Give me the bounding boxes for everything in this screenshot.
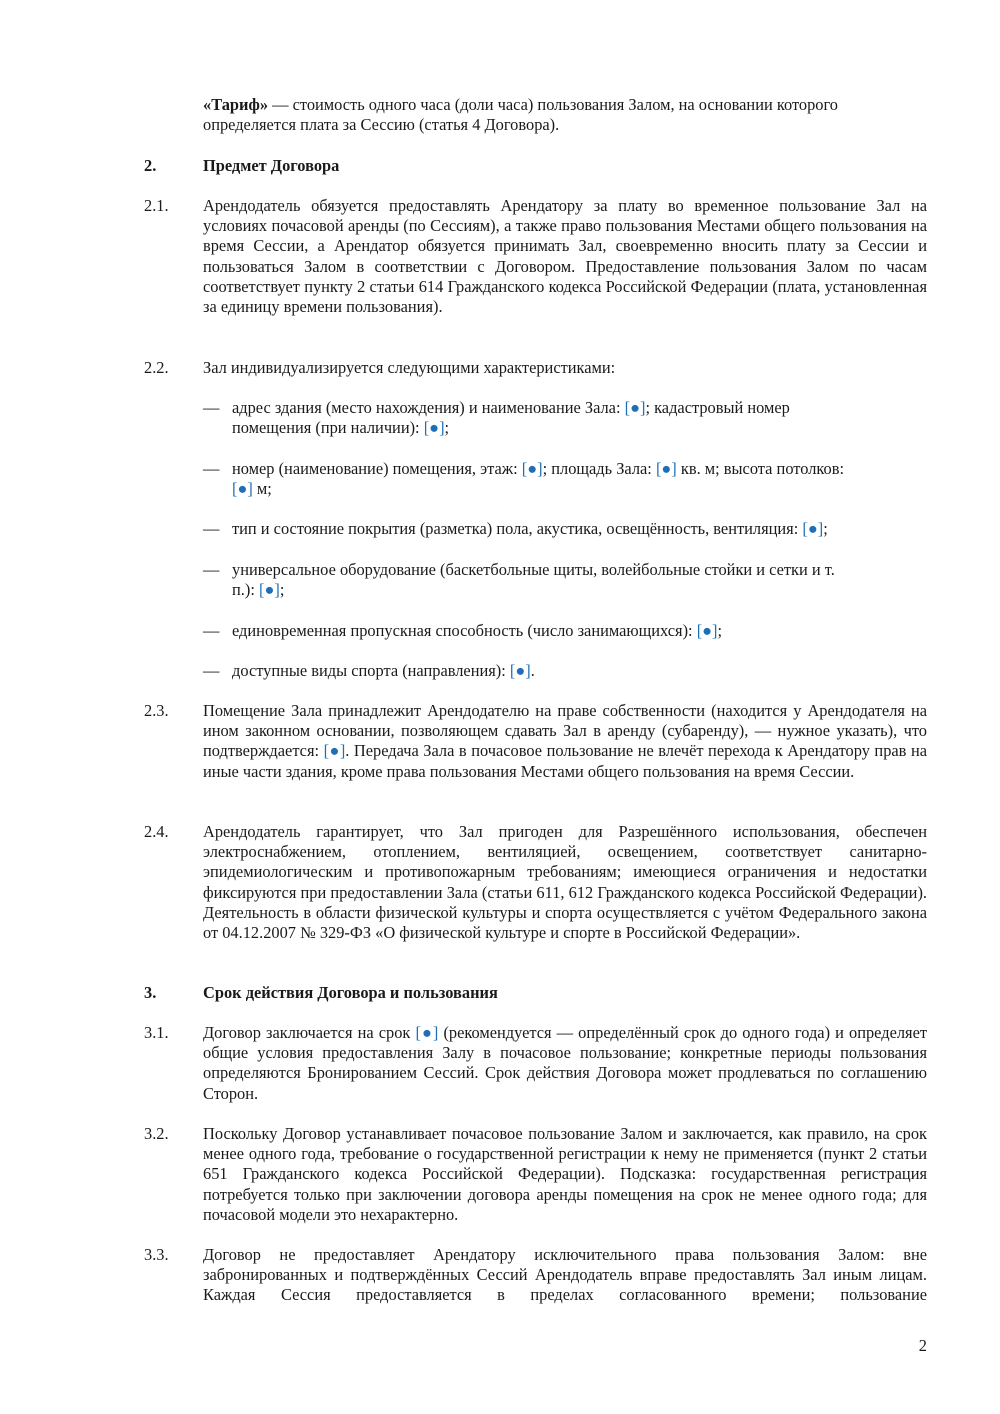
placeholder-marker: [●] <box>415 1023 439 1042</box>
placeholder-marker: [●] <box>696 621 718 640</box>
clause-2-2-number: 2.2. <box>144 358 169 377</box>
bullet-text: м; <box>252 479 272 499</box>
clause-3-3-text: Договор не предоставляет Арендатору исключительного права пользования Залом: вне забронированных и подтверждённых Сессий Арендодатель вправе предоставлять Зал иным лицам. Каждая Сессия предоставляется в пределах согласованного времени; пользование <box>203 1245 927 1305</box>
dash-bullet: — <box>203 621 220 640</box>
bullet-text: ; <box>717 621 723 640</box>
clause-2-4-number: 2.4. <box>144 822 169 841</box>
bullet-text: универсальное оборудование (баскетбольные щиты, волейбольные стойки и сетки и т. <box>232 560 835 579</box>
section-2-title: Предмет Договора <box>203 156 340 175</box>
bullet-sports <box>232 661 927 681</box>
bullet-text: ; <box>279 580 285 600</box>
clause-2-2-text: Зал индивидуализируется следующими характеристиками: <box>203 358 616 377</box>
section-2-number: 2. <box>144 156 157 175</box>
tariff-term: «Тариф» <box>203 95 269 114</box>
clause-2-3-number: 2.3. <box>144 701 169 720</box>
clause-text: Договор заключается на срок <box>203 1023 416 1042</box>
bullet-text: . <box>530 661 535 680</box>
dash-bullet: — <box>203 398 220 417</box>
bullet-text: п.): <box>232 580 259 600</box>
placeholder-marker: [●] <box>509 661 531 680</box>
bullet-text: адрес здания (место нахождения) и наименование Зала: <box>232 398 625 417</box>
clause-3-3-number: 3.3. <box>144 1245 169 1264</box>
clause-2-1-number: 2.1. <box>144 196 169 215</box>
bullet-text: помещения (при наличии): <box>232 418 424 438</box>
bullet-text: ; <box>823 519 828 538</box>
clause-3-2-number: 3.2. <box>144 1124 169 1143</box>
clause-2-4-text: Арендодатель гарантирует, что Зал пригоден для Разрешённого использования, обеспечен электроснабжением, отоплением, вентиляцией, освещением, соответствует санитарно-эпидемиологическим и противопожарным требованиям; имеющиеся ограничения и недостатки фиксируются при предоставлении Зала (статьи 611, 612 Гражданского кодекса Российской Федерации). Деятельность в области физической культуры и спорта осуществляется с учётом Федерального закона от 04.12.2007 № 329-ФЗ «О физической культуре и спорте в Российской Федерации». <box>203 822 927 943</box>
clause-3-1-number: 3.1. <box>144 1023 169 1042</box>
dash-bullet: — <box>203 519 220 538</box>
dash-bullet: — <box>203 560 220 579</box>
bullet-text: ; площадь Зала: <box>542 459 656 478</box>
placeholder-marker: [●] <box>258 580 280 600</box>
placeholder-marker: [●] <box>521 459 543 478</box>
dash-bullet: — <box>203 661 220 680</box>
placeholder-marker: [●] <box>802 519 824 538</box>
placeholder-marker: [●] <box>423 418 445 438</box>
bullet-floor <box>232 519 927 539</box>
placeholder-marker: [●] <box>323 741 346 761</box>
clause-text: . Передача Зала в почасовое пользование не влечёт перехода к Арендатору прав на иные части здания, кроме права пользования Местами общего пользования на время Сессии. <box>203 741 927 781</box>
clause-3-1-text <box>203 1023 927 1104</box>
bullet-text: тип и состояние покрытия (разметка) пола, акустика, освещённость, вентиляция: <box>232 519 803 538</box>
clause-2-3-text <box>203 701 927 782</box>
page-number: 2 <box>918 1336 927 1355</box>
placeholder-marker: [●] <box>655 459 677 478</box>
bullet-address <box>232 398 927 438</box>
clause-3-2-text: Поскольку Договор устанавливает почасовое пользование Залом и заключается, как правило, на срок менее одного года, требование о государственной регистрации к нему не применяется (пункт 2 статьи 651 Гражданского кодекса Российской Федерации). Подсказка: государственная регистрация потребуется только при заключении договора аренды помещения на срок не менее одного года; для почасовой модели это нехарактерно. <box>203 1124 927 1224</box>
bullet-text: номер (наименование) помещения, этаж: <box>232 459 522 478</box>
bullet-text: доступные виды спорта (направления): <box>232 661 510 680</box>
dash-bullet: — <box>203 459 220 478</box>
section-3-number: 3. <box>144 983 157 1002</box>
tariff-text-1: — стоимость одного часа (доли часа) пользования Залом, на основании которого <box>268 95 838 114</box>
clause-text: Помещение Зала принадлежит Арендодателю на праве собственности (находится у Арендодателя на ином законном основании, позволяющем сдавать Зал в аренду (субаренду), — нужное указать), что подтверждается: <box>203 701 927 761</box>
bullet-equipment <box>232 560 927 600</box>
placeholder-marker: [●] <box>624 398 646 417</box>
bullet-text: кв. м; высота потолков: <box>676 459 845 478</box>
bullet-text: единовременная пропускная способность (число занимающихся): <box>232 621 697 640</box>
bullet-capacity <box>232 621 927 641</box>
bullet-room <box>232 459 927 499</box>
placeholder-marker: [●] <box>232 479 253 499</box>
tariff-definition <box>203 95 927 135</box>
tariff-text-2: определяется плата за Сессию (статья 4 Договора). <box>203 115 560 135</box>
clause-2-1-text: Арендодатель обязуется предоставлять Арендатору за плату во временное пользование Зал на условиях почасовой аренды (по Сессиям), а также право пользования Местами общего пользования на время Сессии, а Арендатор обязуется принимать Зал, своевременно вносить плату за Сессии и пользоваться Залом в соответствии с Договором. Предоставление пользования Залом по часам соответствует пункту 2 статьи 614 Гражданского кодекса Российской Федерации (плата, установленная за единицу времени пользования). <box>203 196 927 317</box>
bullet-text: ; <box>444 418 450 438</box>
clause-text: (рекомендуется — определённый срок до одного года) и определяет общие условия предоставления Залу в почасовое пользование; конкретные периоды пользования определяются Бронированием Сессий. Срок действия Договора может продлеваться по соглашению Сторон. <box>203 1023 928 1103</box>
section-3-title: Срок действия Договора и пользования <box>203 983 498 1002</box>
bullet-text: ; кадастровый номер <box>645 398 790 417</box>
